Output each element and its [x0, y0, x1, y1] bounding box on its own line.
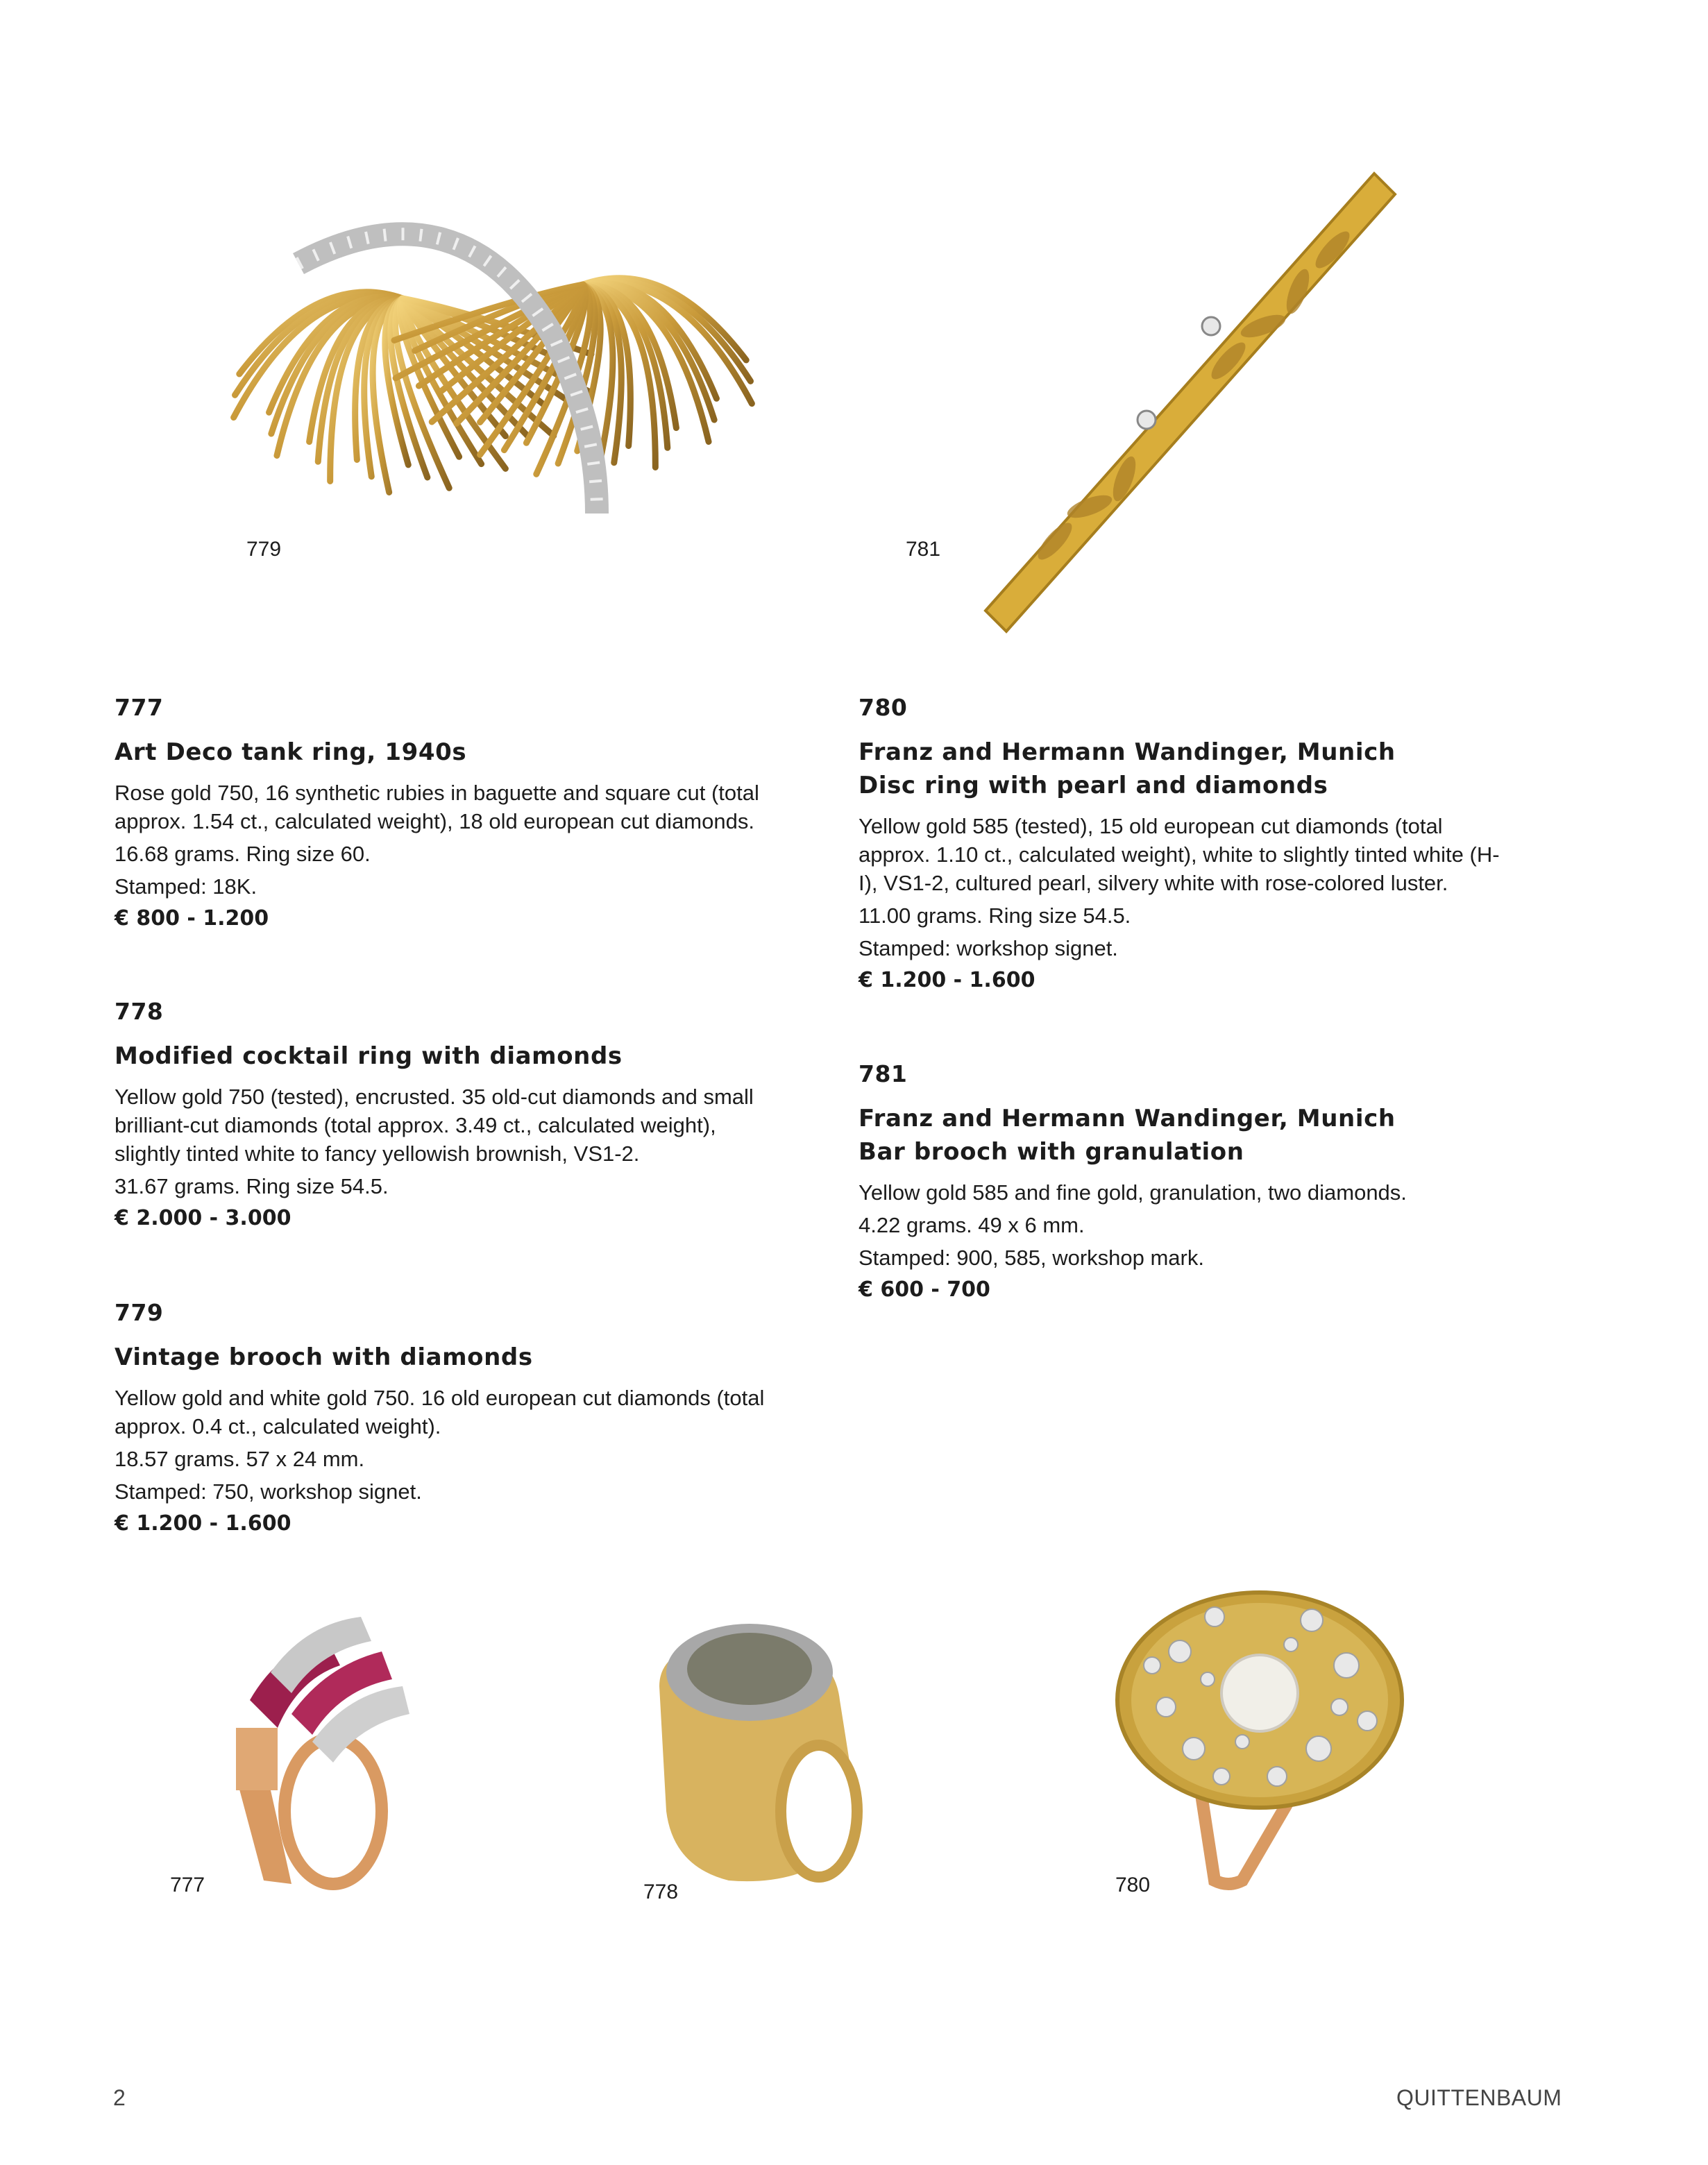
- lot-description: Rose gold 750, 16 synthetic rubies in baguette and square cut (total approx. 1.54 ct., calculated weight), 18 old european cut diamonds.: [115, 781, 759, 833]
- lot-781: [859, 1060, 1511, 1304]
- lot-price: € 1.200 - 1.600: [115, 1511, 291, 1536]
- lot-777: [115, 694, 767, 933]
- lot-779: [115, 1299, 767, 1538]
- caption-779: 779: [246, 538, 282, 561]
- caption-778: 778: [643, 1880, 679, 1903]
- lot-780: [859, 694, 1511, 994]
- lot-stamp: Stamped: 750, workshop signet.: [115, 1479, 422, 1504]
- lot-title-line: Disc ring with pearl and diamonds: [859, 772, 1328, 799]
- lot-title: Modified cocktail ring with diamonds: [115, 1042, 623, 1070]
- lot-description: Yellow gold 750 (tested), encrusted. 35 old-cut diamonds and small brilliant-cut diamonds (total approx. 3.49 ct., calculated weight), slightly tinted white to fancy yellowish brownish, VS1-2.: [115, 1085, 754, 1166]
- ring-777-photo: [222, 1610, 430, 1887]
- lot-price: € 600 - 700: [859, 1277, 990, 1302]
- bar-brooch-781-photo: [972, 153, 1416, 652]
- lot-title: Art Deco tank ring, 1940s: [115, 738, 467, 766]
- lot-price: € 1.200 - 1.600: [859, 968, 1035, 992]
- lot-weight-size: 4.22 grams. 49 x 6 mm.: [859, 1213, 1085, 1237]
- lot-description: Yellow gold 585 and fine gold, granulation, two diamonds.: [859, 1180, 1407, 1205]
- lot-price: € 2.000 - 3.000: [115, 1206, 291, 1230]
- lot-778: [115, 998, 767, 1232]
- lot-number: 777: [115, 694, 164, 721]
- lot-weight-size: 31.67 grams. Ring size 54.5.: [115, 1174, 389, 1198]
- ring-778-photo: [645, 1603, 888, 1894]
- lot-description: Yellow gold and white gold 750. 16 old european cut diamonds (total approx. 0.4 ct., calculated weight).: [115, 1386, 765, 1438]
- lot-title: [859, 736, 1511, 802]
- lot-stamp: Stamped: 900, 585, workshop mark.: [859, 1246, 1204, 1270]
- lot-weight-size: 11.00 grams. Ring size 54.5.: [859, 903, 1131, 928]
- lot-number: 779: [115, 1299, 164, 1326]
- lot-title: [859, 1102, 1511, 1169]
- brand-name: QUITTENBAUM: [1396, 2085, 1562, 2110]
- brooch-779-photo: [194, 180, 805, 541]
- lot-title-line: Franz and Hermann Wandinger, Munich: [859, 738, 1396, 766]
- lot-title-line: Bar brooch with granulation: [859, 1138, 1244, 1166]
- lot-stamp: Stamped: 18K.: [115, 874, 257, 899]
- lot-number: 780: [859, 694, 908, 721]
- lot-price: € 800 - 1.200: [115, 906, 269, 931]
- lot-weight-size: 16.68 grams. Ring size 60.: [115, 842, 371, 866]
- lot-title-line: Franz and Hermann Wandinger, Munich: [859, 1105, 1396, 1132]
- lot-description: Yellow gold 585 (tested), 15 old european cut diamonds (total approx. 1.10 ct., calculated weight), white to slightly tinted white (H-I), VS1-2, cultured pearl, silvery white with rose-colored luster.: [859, 814, 1500, 895]
- lot-weight-size: 18.57 grams. 57 x 24 mm.: [115, 1447, 365, 1471]
- caption-780: 780: [1115, 1874, 1151, 1896]
- page-number: 2: [113, 2085, 126, 2110]
- caption-777: 777: [170, 1874, 205, 1896]
- ring-780-photo: [1110, 1589, 1416, 1894]
- caption-781: 781: [906, 538, 941, 561]
- lot-number: 778: [115, 998, 164, 1025]
- lot-stamp: Stamped: workshop signet.: [859, 936, 1118, 960]
- lot-number: 781: [859, 1060, 908, 1087]
- lot-title: Vintage brooch with diamonds: [115, 1343, 533, 1371]
